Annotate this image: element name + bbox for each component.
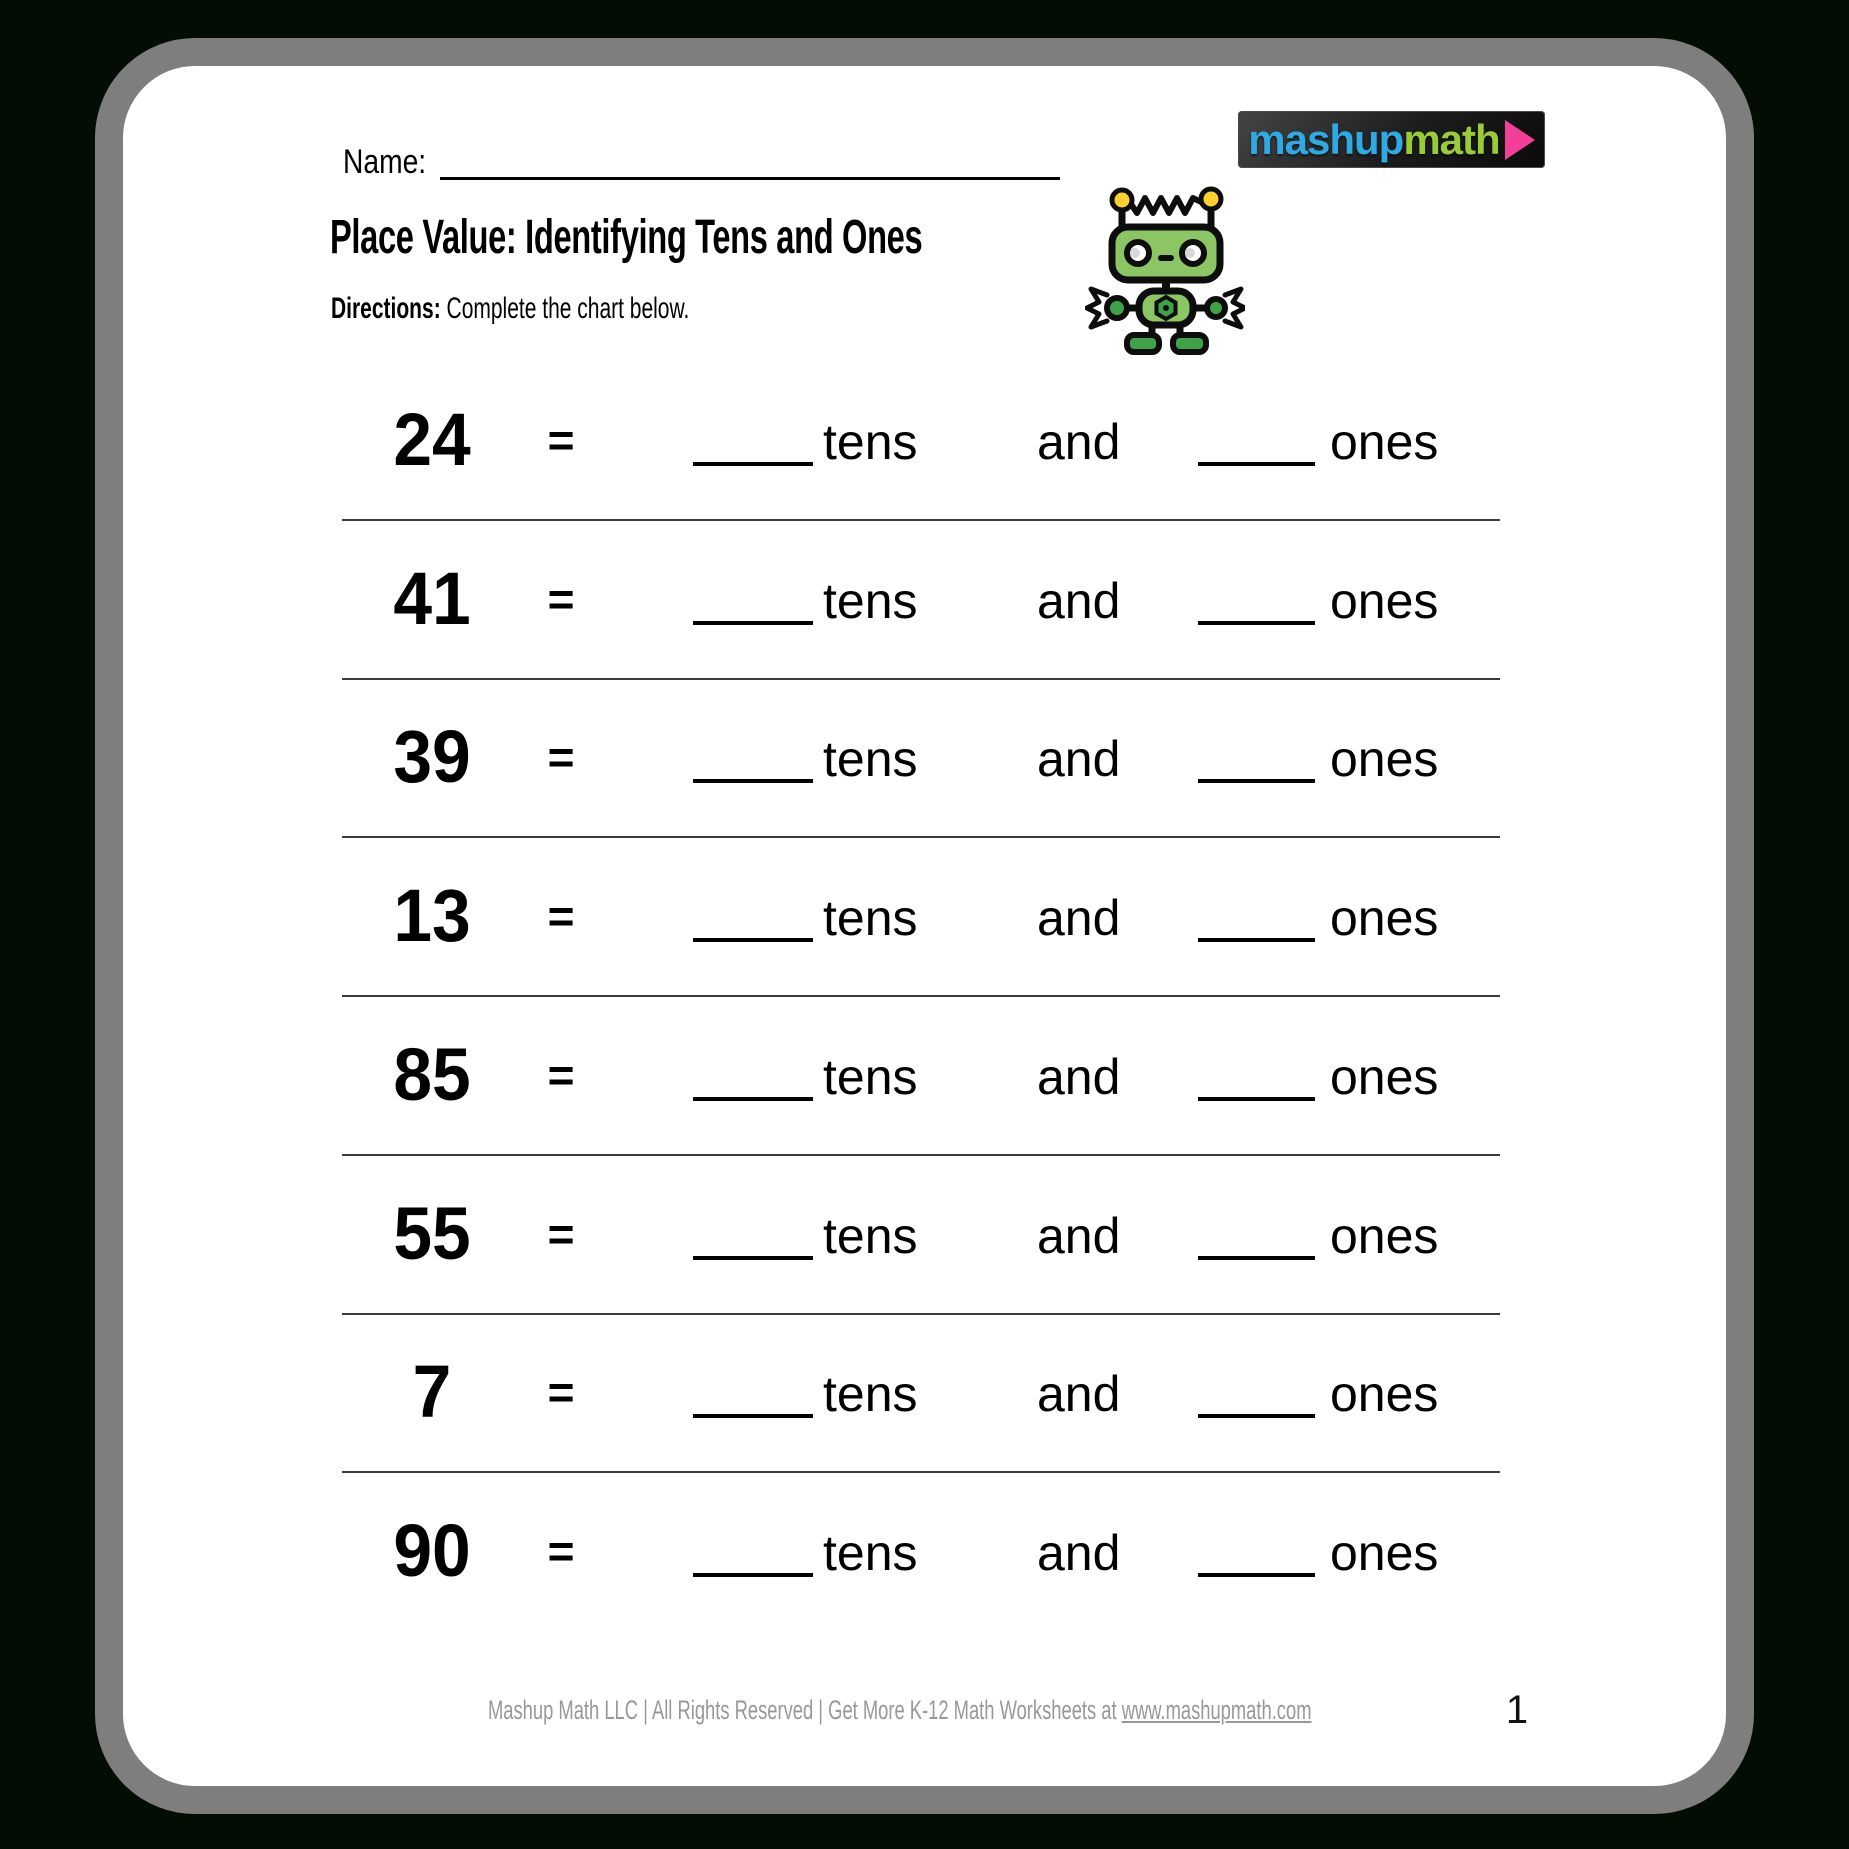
and-label: and <box>1037 1049 1121 1105</box>
name-label: Name: <box>343 143 427 181</box>
footer-url-link[interactable]: www.mashupmath.com <box>1121 1695 1312 1725</box>
ones-answer-blank <box>1198 1097 1315 1101</box>
worksheet-row <box>0 866 1849 966</box>
logo-word-math: math <box>1403 115 1500 163</box>
page-title: Place Value: Identifying Tens and Ones <box>330 211 923 264</box>
tens-answer-blank <box>693 1414 813 1418</box>
ones-answer-blank <box>1198 621 1315 625</box>
ones-answer-blank <box>1198 1573 1315 1577</box>
tens-label: tens <box>823 573 918 629</box>
equals-sign: = <box>547 573 575 625</box>
directions-text <box>331 291 689 327</box>
row-divider-line <box>342 1154 1500 1156</box>
equals-sign: = <box>547 890 575 942</box>
row-number: 90 <box>393 1509 471 1592</box>
ones-label: ones <box>1330 731 1439 787</box>
equals-sign: = <box>547 1366 575 1418</box>
equals-sign: = <box>547 1525 575 1577</box>
worksheet-row <box>0 1025 1849 1125</box>
footer-copyright: Mashup Math LLC | All Rights Reserved | Get More K-12 Math Worksheets at <box>488 1695 1122 1725</box>
worksheet-row <box>0 390 1849 490</box>
tens-answer-blank <box>693 621 813 625</box>
and-label: and <box>1037 1366 1121 1422</box>
worksheet-row <box>0 1501 1849 1601</box>
and-label: and <box>1037 573 1121 629</box>
row-divider-line <box>342 836 1500 838</box>
footer-text <box>488 1690 1312 1730</box>
equals-sign: = <box>547 1208 575 1260</box>
tens-label: tens <box>823 890 918 946</box>
tens-label: tens <box>823 1525 918 1581</box>
ones-label: ones <box>1330 1049 1439 1105</box>
directions-body: Complete the chart below. <box>440 292 690 325</box>
ones-answer-blank <box>1198 1414 1315 1418</box>
row-number: 13 <box>393 874 471 957</box>
row-divider-line <box>342 1471 1500 1473</box>
ones-answer-blank <box>1198 462 1315 466</box>
row-divider-line <box>342 678 1500 680</box>
tens-label: tens <box>823 1208 918 1264</box>
row-divider-line <box>342 995 1500 997</box>
ones-answer-blank <box>1198 779 1315 783</box>
tens-label: tens <box>823 1049 918 1105</box>
worksheet-row <box>0 707 1849 807</box>
and-label: and <box>1037 890 1121 946</box>
tens-answer-blank <box>693 779 813 783</box>
ones-label: ones <box>1330 414 1439 470</box>
equals-sign: = <box>547 731 575 783</box>
row-divider-line <box>342 519 1500 521</box>
tens-label: tens <box>823 1366 918 1422</box>
row-number: 55 <box>393 1192 471 1275</box>
robot-mascot-icon <box>1085 183 1245 355</box>
ones-label: ones <box>1330 890 1439 946</box>
and-label: and <box>1037 1525 1121 1581</box>
ones-answer-blank <box>1198 938 1315 942</box>
worksheet-row <box>0 1342 1849 1442</box>
equals-sign: = <box>547 1049 575 1101</box>
ones-label: ones <box>1330 1366 1439 1422</box>
tens-answer-blank <box>693 938 813 942</box>
tens-answer-blank <box>693 1097 813 1101</box>
and-label: and <box>1037 731 1121 787</box>
equals-sign: = <box>547 414 575 466</box>
and-label: and <box>1037 414 1121 470</box>
tens-label: tens <box>823 414 918 470</box>
worksheet-row <box>0 549 1849 649</box>
and-label: and <box>1037 1208 1121 1264</box>
tens-answer-blank <box>693 462 813 466</box>
tens-label: tens <box>823 731 918 787</box>
tens-answer-blank <box>693 1573 813 1577</box>
row-number: 85 <box>393 1033 471 1116</box>
logo-word-mashup: mashup <box>1248 115 1404 163</box>
ones-label: ones <box>1330 1525 1439 1581</box>
ones-label: ones <box>1330 1208 1439 1264</box>
worksheet-row <box>0 1184 1849 1284</box>
ones-answer-blank <box>1198 1256 1315 1260</box>
play-triangle-icon <box>1505 120 1535 160</box>
mashupmath-logo <box>1238 111 1545 168</box>
row-number: 41 <box>393 557 471 640</box>
row-number: 7 <box>412 1350 452 1433</box>
name-blank-line <box>440 177 1060 180</box>
page-number: 1 <box>1505 1688 1529 1732</box>
row-number: 39 <box>393 715 471 798</box>
directions-label: Directions: <box>331 292 441 325</box>
ones-label: ones <box>1330 573 1439 629</box>
row-divider-line <box>342 1313 1500 1315</box>
tens-answer-blank <box>693 1256 813 1260</box>
row-number: 24 <box>393 398 471 481</box>
